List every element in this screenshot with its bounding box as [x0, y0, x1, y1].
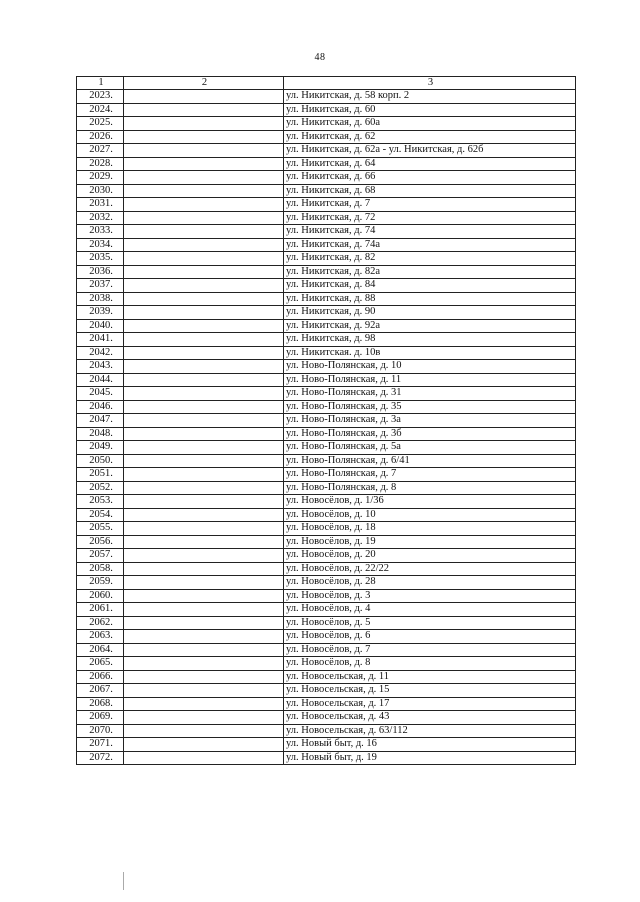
row-number: 2064. — [77, 643, 124, 657]
table-row — [77, 211, 576, 225]
blank-cell — [124, 738, 284, 752]
address-cell: ул. Новосёлов, д. 1/36 — [284, 495, 576, 509]
row-number: 2052. — [77, 481, 124, 495]
table-row — [77, 306, 576, 320]
table-row — [77, 508, 576, 522]
blank-cell — [124, 589, 284, 603]
row-number: 2044. — [77, 373, 124, 387]
row-number: 2072. — [77, 751, 124, 765]
table-row — [77, 630, 576, 644]
table-row — [77, 589, 576, 603]
row-number: 2040. — [77, 319, 124, 333]
blank-cell — [124, 576, 284, 590]
blank-cell — [124, 549, 284, 563]
row-number: 2036. — [77, 265, 124, 279]
row-number: 2028. — [77, 157, 124, 171]
blank-cell — [124, 481, 284, 495]
row-number: 2061. — [77, 603, 124, 617]
row-number: 2030. — [77, 184, 124, 198]
blank-cell — [124, 360, 284, 374]
row-number: 2055. — [77, 522, 124, 536]
table-header-row — [77, 77, 576, 90]
table-row — [77, 670, 576, 684]
table-row — [77, 373, 576, 387]
blank-cell — [124, 697, 284, 711]
table-row — [77, 643, 576, 657]
row-number: 2026. — [77, 130, 124, 144]
table-row — [77, 238, 576, 252]
table-row — [77, 414, 576, 428]
table-row — [77, 265, 576, 279]
address-cell: ул. Новосельская, д. 43 — [284, 711, 576, 725]
row-number: 2037. — [77, 279, 124, 293]
address-cell: ул. Ново-Полянская, д. 6/41 — [284, 454, 576, 468]
address-cell: ул. Никитская, д. 82 — [284, 252, 576, 266]
address-cell: ул. Ново-Полянская, д. 3а — [284, 414, 576, 428]
row-number: 2042. — [77, 346, 124, 360]
table-row — [77, 522, 576, 536]
table-row — [77, 90, 576, 104]
table-row — [77, 481, 576, 495]
table-row — [77, 427, 576, 441]
address-cell: ул. Новый быт, д. 19 — [284, 751, 576, 765]
row-number: 2071. — [77, 738, 124, 752]
blank-cell — [124, 724, 284, 738]
address-cell: ул. Ново-Полянская, д. 10 — [284, 360, 576, 374]
row-number: 2046. — [77, 400, 124, 414]
page-number: 48 — [314, 52, 326, 63]
blank-cell — [124, 508, 284, 522]
address-cell: ул. Никитская, д. 74 — [284, 225, 576, 239]
blank-cell — [124, 225, 284, 239]
row-number: 2069. — [77, 711, 124, 725]
table-row — [77, 603, 576, 617]
address-cell: ул. Новосельская, д. 11 — [284, 670, 576, 684]
blank-cell — [124, 265, 284, 279]
address-cell: ул. Ново-Полянская, д. 3б — [284, 427, 576, 441]
blank-cell — [124, 751, 284, 765]
row-number: 2065. — [77, 657, 124, 671]
row-number: 2043. — [77, 360, 124, 374]
blank-cell — [124, 522, 284, 536]
blank-cell — [124, 400, 284, 414]
blank-cell — [124, 711, 284, 725]
blank-cell — [124, 468, 284, 482]
row-number: 2027. — [77, 144, 124, 158]
blank-cell — [124, 252, 284, 266]
address-cell: ул. Новосёлов, д. 3 — [284, 589, 576, 603]
blank-cell — [124, 535, 284, 549]
row-number: 2031. — [77, 198, 124, 212]
table-row — [77, 346, 576, 360]
table-row — [77, 535, 576, 549]
row-number: 2032. — [77, 211, 124, 225]
row-number: 2048. — [77, 427, 124, 441]
blank-cell — [124, 441, 284, 455]
table-row — [77, 333, 576, 347]
row-number: 2039. — [77, 306, 124, 320]
table-row — [77, 616, 576, 630]
row-number: 2054. — [77, 508, 124, 522]
address-cell: ул. Никитская, д. 62 — [284, 130, 576, 144]
address-cell: ул. Никитская, д. 90 — [284, 306, 576, 320]
address-cell: ул. Новосёлов, д. 18 — [284, 522, 576, 536]
row-number: 2068. — [77, 697, 124, 711]
address-cell: ул. Никитская, д. 58 корп. 2 — [284, 90, 576, 104]
blank-cell — [124, 616, 284, 630]
address-cell: ул. Ново-Полянская, д. 7 — [284, 468, 576, 482]
column-header-2: 2 — [124, 77, 284, 90]
row-number: 2025. — [77, 117, 124, 131]
row-number: 2038. — [77, 292, 124, 306]
blank-cell — [124, 117, 284, 131]
blank-cell — [124, 387, 284, 401]
table-row — [77, 171, 576, 185]
address-cell: ул. Никитская, д. 60 — [284, 103, 576, 117]
row-number: 2035. — [77, 252, 124, 266]
blank-cell — [124, 373, 284, 387]
address-cell: ул. Ново-Полянская, д. 11 — [284, 373, 576, 387]
blank-cell — [124, 630, 284, 644]
address-cell: ул. Новосельская, д. 17 — [284, 697, 576, 711]
table-row — [77, 319, 576, 333]
blank-cell — [124, 103, 284, 117]
address-cell: ул. Никитская. д. 10в — [284, 346, 576, 360]
table-row — [77, 657, 576, 671]
table-row — [77, 292, 576, 306]
table-row — [77, 576, 576, 590]
blank-cell — [124, 562, 284, 576]
table-row — [77, 724, 576, 738]
table-row — [77, 495, 576, 509]
blank-cell — [124, 319, 284, 333]
table-row — [77, 184, 576, 198]
blank-cell — [124, 306, 284, 320]
address-cell: ул. Новосельская, д. 63/112 — [284, 724, 576, 738]
blank-cell — [124, 643, 284, 657]
row-number: 2059. — [77, 576, 124, 590]
table-row — [77, 157, 576, 171]
blank-cell — [124, 292, 284, 306]
table-row — [77, 360, 576, 374]
table-row — [77, 198, 576, 212]
blank-cell — [124, 198, 284, 212]
row-number: 2024. — [77, 103, 124, 117]
address-cell: ул. Новосёлов, д. 10 — [284, 508, 576, 522]
table-row — [77, 387, 576, 401]
blank-cell — [124, 90, 284, 104]
row-number: 2033. — [77, 225, 124, 239]
table-row — [77, 400, 576, 414]
blank-cell — [124, 414, 284, 428]
address-table — [76, 76, 576, 765]
address-cell: ул. Никитская, д. 60а — [284, 117, 576, 131]
address-cell: ул. Новосёлов, д. 22/22 — [284, 562, 576, 576]
table-row — [77, 562, 576, 576]
address-cell: ул. Никитская, д. 74а — [284, 238, 576, 252]
row-number: 2067. — [77, 684, 124, 698]
row-number: 2050. — [77, 454, 124, 468]
row-number: 2029. — [77, 171, 124, 185]
address-cell: ул. Никитская, д. 84 — [284, 279, 576, 293]
address-cell: ул. Никитская, д. 62а - ул. Никитская, д. 62б — [284, 144, 576, 158]
table-row — [77, 738, 576, 752]
row-number: 2056. — [77, 535, 124, 549]
address-cell: ул. Ново-Полянская, д. 31 — [284, 387, 576, 401]
table-row — [77, 468, 576, 482]
address-cell: ул. Никитская, д. 7 — [284, 198, 576, 212]
row-number: 2062. — [77, 616, 124, 630]
row-number: 2066. — [77, 670, 124, 684]
table-row — [77, 103, 576, 117]
table-row — [77, 549, 576, 563]
blank-cell — [124, 171, 284, 185]
blank-cell — [124, 454, 284, 468]
address-cell: ул. Новосёлов, д. 6 — [284, 630, 576, 644]
row-number: 2070. — [77, 724, 124, 738]
address-cell: ул. Новосёлов, д. 19 — [284, 535, 576, 549]
margin-mark — [123, 872, 124, 890]
blank-cell — [124, 144, 284, 158]
row-number: 2041. — [77, 333, 124, 347]
table-row — [77, 711, 576, 725]
table-row — [77, 130, 576, 144]
address-cell: ул. Никитская, д. 82а — [284, 265, 576, 279]
address-cell: ул. Никитская, д. 92а — [284, 319, 576, 333]
row-number: 2034. — [77, 238, 124, 252]
address-cell: ул. Новосёлов, д. 20 — [284, 549, 576, 563]
blank-cell — [124, 427, 284, 441]
table-row — [77, 454, 576, 468]
address-cell: ул. Ново-Полянская, д. 5а — [284, 441, 576, 455]
address-cell: ул. Ново-Полянская, д. 8 — [284, 481, 576, 495]
address-cell: ул. Новосёлов, д. 5 — [284, 616, 576, 630]
table-row — [77, 117, 576, 131]
blank-cell — [124, 279, 284, 293]
blank-cell — [124, 238, 284, 252]
address-cell: ул. Новосёлов, д. 7 — [284, 643, 576, 657]
row-number: 2060. — [77, 589, 124, 603]
blank-cell — [124, 346, 284, 360]
address-cell: ул. Никитская, д. 64 — [284, 157, 576, 171]
table-row — [77, 252, 576, 266]
row-number: 2051. — [77, 468, 124, 482]
blank-cell — [124, 211, 284, 225]
blank-cell — [124, 670, 284, 684]
blank-cell — [124, 603, 284, 617]
table-row — [77, 144, 576, 158]
row-number: 2058. — [77, 562, 124, 576]
blank-cell — [124, 184, 284, 198]
table-row — [77, 225, 576, 239]
column-header-1: 1 — [77, 77, 124, 90]
blank-cell — [124, 130, 284, 144]
row-number: 2023. — [77, 90, 124, 104]
blank-cell — [124, 333, 284, 347]
address-cell: ул. Никитская, д. 98 — [284, 333, 576, 347]
row-number: 2049. — [77, 441, 124, 455]
address-cell: ул. Никитская, д. 72 — [284, 211, 576, 225]
address-cell: ул. Никитская, д. 68 — [284, 184, 576, 198]
table-row — [77, 684, 576, 698]
table-row — [77, 697, 576, 711]
row-number: 2063. — [77, 630, 124, 644]
blank-cell — [124, 684, 284, 698]
table-row — [77, 441, 576, 455]
address-cell: ул. Никитская, д. 88 — [284, 292, 576, 306]
blank-cell — [124, 657, 284, 671]
address-cell: ул. Ново-Полянская, д. 35 — [284, 400, 576, 414]
table-row — [77, 751, 576, 765]
column-header-3: 3 — [284, 77, 576, 90]
row-number: 2045. — [77, 387, 124, 401]
address-cell: ул. Новосёлов, д. 28 — [284, 576, 576, 590]
blank-cell — [124, 495, 284, 509]
address-cell: ул. Никитская, д. 66 — [284, 171, 576, 185]
blank-cell — [124, 157, 284, 171]
address-cell: ул. Новосёлов, д. 8 — [284, 657, 576, 671]
address-cell: ул. Новосельская, д. 15 — [284, 684, 576, 698]
table-row — [77, 279, 576, 293]
row-number: 2057. — [77, 549, 124, 563]
address-cell: ул. Новый быт, д. 16 — [284, 738, 576, 752]
row-number: 2053. — [77, 495, 124, 509]
address-cell: ул. Новосёлов, д. 4 — [284, 603, 576, 617]
row-number: 2047. — [77, 414, 124, 428]
